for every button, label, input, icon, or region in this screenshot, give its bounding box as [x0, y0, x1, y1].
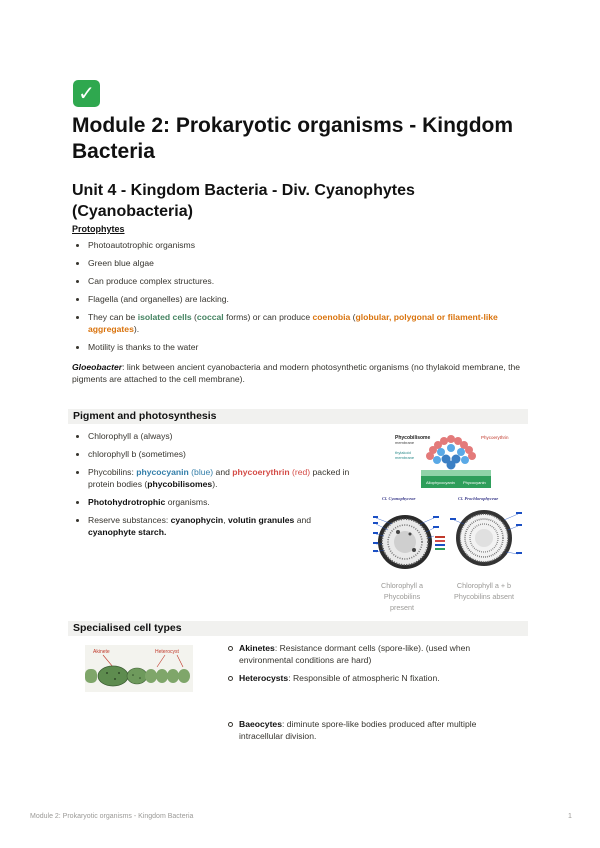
phycobilisome-inset	[435, 536, 445, 550]
list-item: Photohydrotrophic organisms.	[72, 496, 357, 508]
list-item: Akinetes: Resistance dormant cells (spore-like). (used when environmental conditions are hard)	[225, 642, 520, 666]
diagram-label: Phycoerythrin	[481, 435, 509, 440]
diagram-label: Phycobilisome	[395, 435, 431, 441]
prochlorophyceae-cell	[456, 510, 512, 566]
check-mark-icon: ✓	[73, 80, 100, 107]
unit-title: Unit 4 - Kingdom Bacteria - Div. Cyanophytes (Cyanobacteria)	[72, 182, 415, 220]
filament-micrograph	[85, 645, 193, 692]
list-item: Green blue algae	[72, 257, 532, 269]
diagram-label: thylakoid	[395, 450, 411, 455]
diagram-label: membrane	[395, 440, 415, 445]
gloeobacter-paragraph: Gloeobacter: link between ancient cyanobacteria and modern photosynthetic organisms (no thylakoid membrane, the pigments are attached to the cell membrane).	[72, 362, 521, 384]
list-item: Flagella (and organelles) are lacking.	[72, 293, 532, 305]
pigment-heading-bar	[68, 409, 528, 424]
protophytes-heading: Protophytes	[72, 224, 125, 234]
diagram-label: Cl. Prochlorophyceae	[458, 496, 499, 501]
list-item: Phycobilins: phycocyanin (blue) and phycoerythrin (red) packed in protein bodies (phycobilisomes).	[72, 466, 357, 490]
list-item: Reserve substances: cyanophycin, volutin granules and cyanophyte starch.	[72, 514, 357, 538]
list-item: Can produce complex structures.	[72, 275, 532, 287]
specialised-list	[225, 642, 520, 742]
specialised-heading: Specialised cell types	[73, 622, 182, 634]
page-number: 1	[568, 813, 572, 820]
list-item: Photoautotrophic organisms	[72, 239, 532, 251]
pigment-heading: Pigment and photosynthesis	[73, 410, 217, 422]
diagram-label: Phycocyanin	[463, 480, 486, 485]
list-item: Heterocysts: Responsible of atmospheric N fixation.	[225, 672, 520, 684]
diagram-label: membrane	[395, 455, 415, 460]
page-title: Module 2: Prokaryotic organisms - Kingdom Bacteria	[72, 114, 514, 163]
specialised-heading-bar	[68, 621, 528, 636]
list-item: Baeocytes: diminute spore-like bodies produced after multiple intracellular division.	[225, 718, 520, 742]
list-item: chlorophyll b (sometimes)	[72, 448, 357, 460]
cyanophyceae-cell	[378, 515, 432, 569]
caption-left: Chlorophyll a Phycobilins present	[381, 581, 423, 612]
list-item: Chlorophyll a (always)	[72, 430, 357, 442]
thylakoid-membrane	[421, 470, 491, 476]
diagram-label: Allophycocyanin	[426, 480, 455, 485]
list-item: They can be isolated cells (coccal forms) or can produce coenobia (globular, polygonal or filament-like aggregates).	[72, 311, 532, 335]
cell-comparison-diagram	[372, 494, 524, 576]
diagram-label: Cl. Cyanophyceae	[382, 496, 416, 501]
micrograph-label: Akinete	[93, 649, 110, 655]
micrograph-label: Heterocyst	[155, 649, 179, 655]
pigment-list	[72, 430, 357, 538]
caption-right: Chlorophyll a + b Phycobilins absent	[454, 581, 514, 601]
footer-title: Module 2: Prokaryotic organisms - Kingdom Bacteria	[30, 813, 194, 820]
list-item: Motility is thanks to the water	[72, 341, 532, 353]
protophytes-list	[72, 239, 532, 353]
phycobilisome-diagram	[393, 432, 515, 492]
